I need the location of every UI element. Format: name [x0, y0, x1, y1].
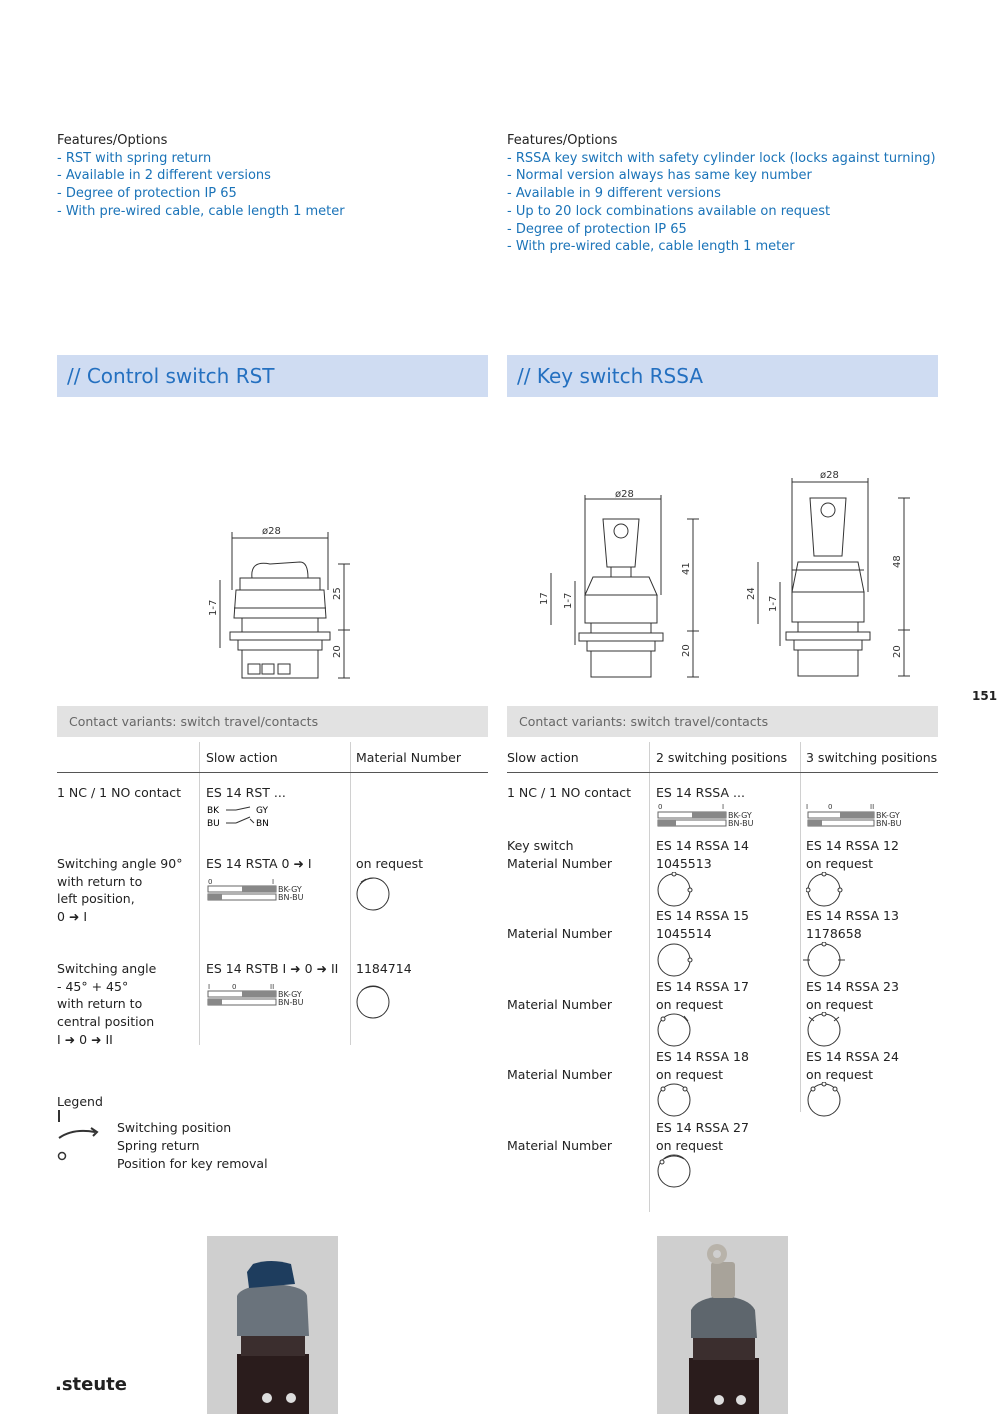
- rst-product-photo: [207, 1236, 338, 1414]
- pos-label: 0: [208, 878, 213, 886]
- dim-a: 17: [539, 592, 550, 605]
- wire-label: BU: [207, 819, 220, 829]
- table-header-rule: [57, 772, 488, 773]
- row-material: on request: [356, 856, 424, 871]
- key-position-icon: [656, 1153, 694, 1189]
- contact-variants-title: Contact variants: switch travel/contacts: [69, 714, 319, 729]
- key-position-icon: [656, 1012, 694, 1048]
- col-header-3-positions: 3 switching positions: [806, 750, 938, 765]
- key-position-icon: [806, 1082, 844, 1118]
- dim-dia: ø28: [820, 470, 839, 481]
- contact-variants-title: Contact variants: switch travel/contacts: [519, 714, 769, 729]
- left-feature-item: - Available in 2 different versions: [57, 168, 271, 184]
- rssa-product-photo: [657, 1236, 788, 1414]
- legend-item: Switching position: [117, 1120, 232, 1135]
- brand-logo: .steute: [55, 1374, 127, 1395]
- col-header-slow-action: Slow action: [507, 750, 579, 765]
- rssa-dimension-drawing-2: [740, 462, 920, 684]
- row-label: Switching angle 90° with return to left position, 0 ➜ I: [57, 856, 183, 925]
- page-number: 151: [972, 689, 998, 703]
- key-position-icon: [802, 942, 846, 978]
- dim-c: 48: [892, 555, 903, 568]
- section-title: // Control switch RST: [67, 364, 275, 388]
- pos-label: I: [722, 803, 725, 811]
- material-number-label: Material Number: [507, 1067, 612, 1082]
- material-number-label: Material Number: [507, 997, 612, 1012]
- material-number-label: Material Number: [507, 856, 612, 871]
- pos-label: 0: [658, 803, 663, 811]
- variant-material: 1045513: [656, 856, 712, 871]
- right-features-title: Features/Options: [507, 133, 618, 148]
- left-features: [57, 132, 345, 221]
- contact-label: BK-GY: [278, 990, 302, 999]
- pos-label: 0: [232, 983, 237, 991]
- pos-label: 0: [828, 803, 833, 811]
- dim-b: 1-7: [563, 592, 574, 609]
- contact-variants-header-left: [57, 706, 488, 737]
- contact-variants-header-right: [507, 706, 938, 737]
- contact-label: BK-GY: [278, 885, 302, 894]
- contact-travel-diagram-3pos: [806, 802, 916, 830]
- variant-material: on request: [656, 997, 724, 1012]
- contact-travel-diagram: [206, 981, 316, 1009]
- variant-material: on request: [806, 997, 874, 1012]
- pos-label: I: [806, 803, 809, 811]
- switch-position-icon: [356, 876, 392, 912]
- variant-type: ES 14 RSSA 23: [806, 979, 899, 994]
- dim-dia: ø28: [262, 526, 281, 537]
- key-position-icon: [806, 1012, 844, 1048]
- key-position-icon: [806, 872, 844, 908]
- material-number-label: Material Number: [507, 1138, 612, 1153]
- pos-label: II: [270, 983, 275, 991]
- key-switch-label: Key switch: [507, 838, 574, 853]
- key-position-icon: [656, 1082, 694, 1118]
- pos-label: I: [208, 983, 211, 991]
- variant-type: ES 14 RSSA 13: [806, 908, 899, 923]
- row-type: ES 14 RST ...: [206, 785, 286, 800]
- left-features-title: Features/Options: [57, 133, 168, 148]
- wire-label: GY: [256, 806, 269, 816]
- variant-type: ES 14 RSSA 12: [806, 838, 899, 853]
- legend-symbols: [55, 1108, 105, 1164]
- left-feature-item: - With pre-wired cable, cable length 1 meter: [57, 203, 345, 219]
- row-material: 1184714: [356, 961, 412, 976]
- left-feature-item: - RST with spring return: [57, 150, 212, 166]
- key-position-icon: [656, 942, 694, 978]
- wire-label: BK: [207, 806, 220, 816]
- column-divider: [800, 742, 801, 1112]
- right-feature-item: - Normal version always has same key number: [507, 168, 812, 184]
- contact-label: BK-GY: [728, 811, 752, 820]
- right-feature-item: - With pre-wired cable, cable length 1 meter: [507, 239, 795, 255]
- section-title: // Key switch RSSA: [517, 364, 703, 388]
- section-header-control-switch: [57, 355, 488, 397]
- legend-item: Position for key removal: [117, 1156, 268, 1171]
- variant-material: on request: [806, 856, 874, 871]
- row-label: Switching angle - 45° + 45° with return to central position I ➜ 0 ➜ II: [57, 961, 157, 1047]
- row-label: 1 NC / 1 NO contact: [57, 785, 182, 800]
- pos-label: I: [272, 878, 275, 886]
- contact-travel-diagram-2pos: [656, 802, 766, 830]
- pos-label: II: [870, 803, 875, 811]
- contact-label: BN-BU: [278, 893, 304, 902]
- column-divider: [350, 742, 351, 1045]
- legend-title: Legend: [57, 1094, 103, 1109]
- contact-label: BN-BU: [876, 819, 902, 828]
- row-type: ES 14 RSSA ...: [656, 785, 745, 800]
- variant-material: 1045514: [656, 926, 712, 941]
- dim-d: 20: [892, 645, 903, 658]
- variant-type: ES 14 RSSA 14: [656, 838, 749, 853]
- dim-a: 24: [746, 587, 757, 600]
- material-number-label: Material Number: [507, 926, 612, 941]
- dim-h3: 20: [332, 645, 343, 658]
- col-header-2-positions: 2 switching positions: [656, 750, 788, 765]
- rssa-dimension-drawing-1: [535, 485, 715, 685]
- row-label: 1 NC / 1 NO contact: [507, 785, 632, 800]
- row-type: ES 14 RSTB I ➜ 0 ➜ II: [206, 961, 339, 976]
- legend-item: Spring return: [117, 1138, 200, 1153]
- dim-c: 41: [681, 562, 692, 575]
- variant-material: on request: [656, 1067, 724, 1082]
- nc-no-contact-symbol: [206, 803, 276, 829]
- right-feature-item: - Up to 20 lock combinations available on request: [507, 203, 831, 219]
- variant-type: ES 14 RSSA 17: [656, 979, 749, 994]
- contact-label: BK-GY: [876, 811, 900, 820]
- dim-dia: ø28: [615, 489, 634, 500]
- contact-label: BN-BU: [278, 998, 304, 1007]
- dim-b: 1-7: [768, 595, 779, 612]
- section-header-key-switch: [507, 355, 938, 397]
- variant-type: ES 14 RSSA 27: [656, 1120, 749, 1135]
- dim-h1: 1-7: [208, 599, 219, 616]
- dim-h2: 25: [332, 587, 343, 600]
- left-feature-item: - Degree of protection IP 65: [57, 186, 237, 202]
- table-header-rule: [507, 772, 938, 773]
- wire-label: BN: [256, 819, 269, 829]
- variant-type: ES 14 RSSA 18: [656, 1049, 749, 1064]
- variant-material: on request: [806, 1067, 874, 1082]
- col-header-slow-action: Slow action: [206, 750, 278, 765]
- spring-return-icon: [59, 1128, 97, 1138]
- variant-material: on request: [656, 1138, 724, 1153]
- contact-label: BN-BU: [728, 819, 754, 828]
- key-removal-icon: [59, 1153, 66, 1160]
- dim-d: 20: [681, 644, 692, 657]
- right-feature-item: - Available in 9 different versions: [507, 186, 721, 202]
- right-feature-item: - RSSA key switch with safety cylinder lock (locks against turning): [507, 150, 936, 166]
- column-divider: [199, 742, 200, 1045]
- variant-type: ES 14 RSSA 15: [656, 908, 749, 923]
- right-features: [507, 132, 936, 256]
- column-divider: [649, 742, 650, 1212]
- variant-type: ES 14 RSSA 24: [806, 1049, 899, 1064]
- variant-material: 1178658: [806, 926, 862, 941]
- rst-dimension-drawing: [190, 520, 370, 690]
- row-type: ES 14 RSTA 0 ➜ I: [206, 856, 312, 871]
- right-feature-item: - Degree of protection IP 65: [507, 221, 687, 237]
- contact-travel-diagram: [206, 876, 316, 904]
- col-header-material-number: Material Number: [356, 750, 461, 765]
- switch-position-icon: [356, 984, 392, 1020]
- key-position-icon: [656, 872, 694, 908]
